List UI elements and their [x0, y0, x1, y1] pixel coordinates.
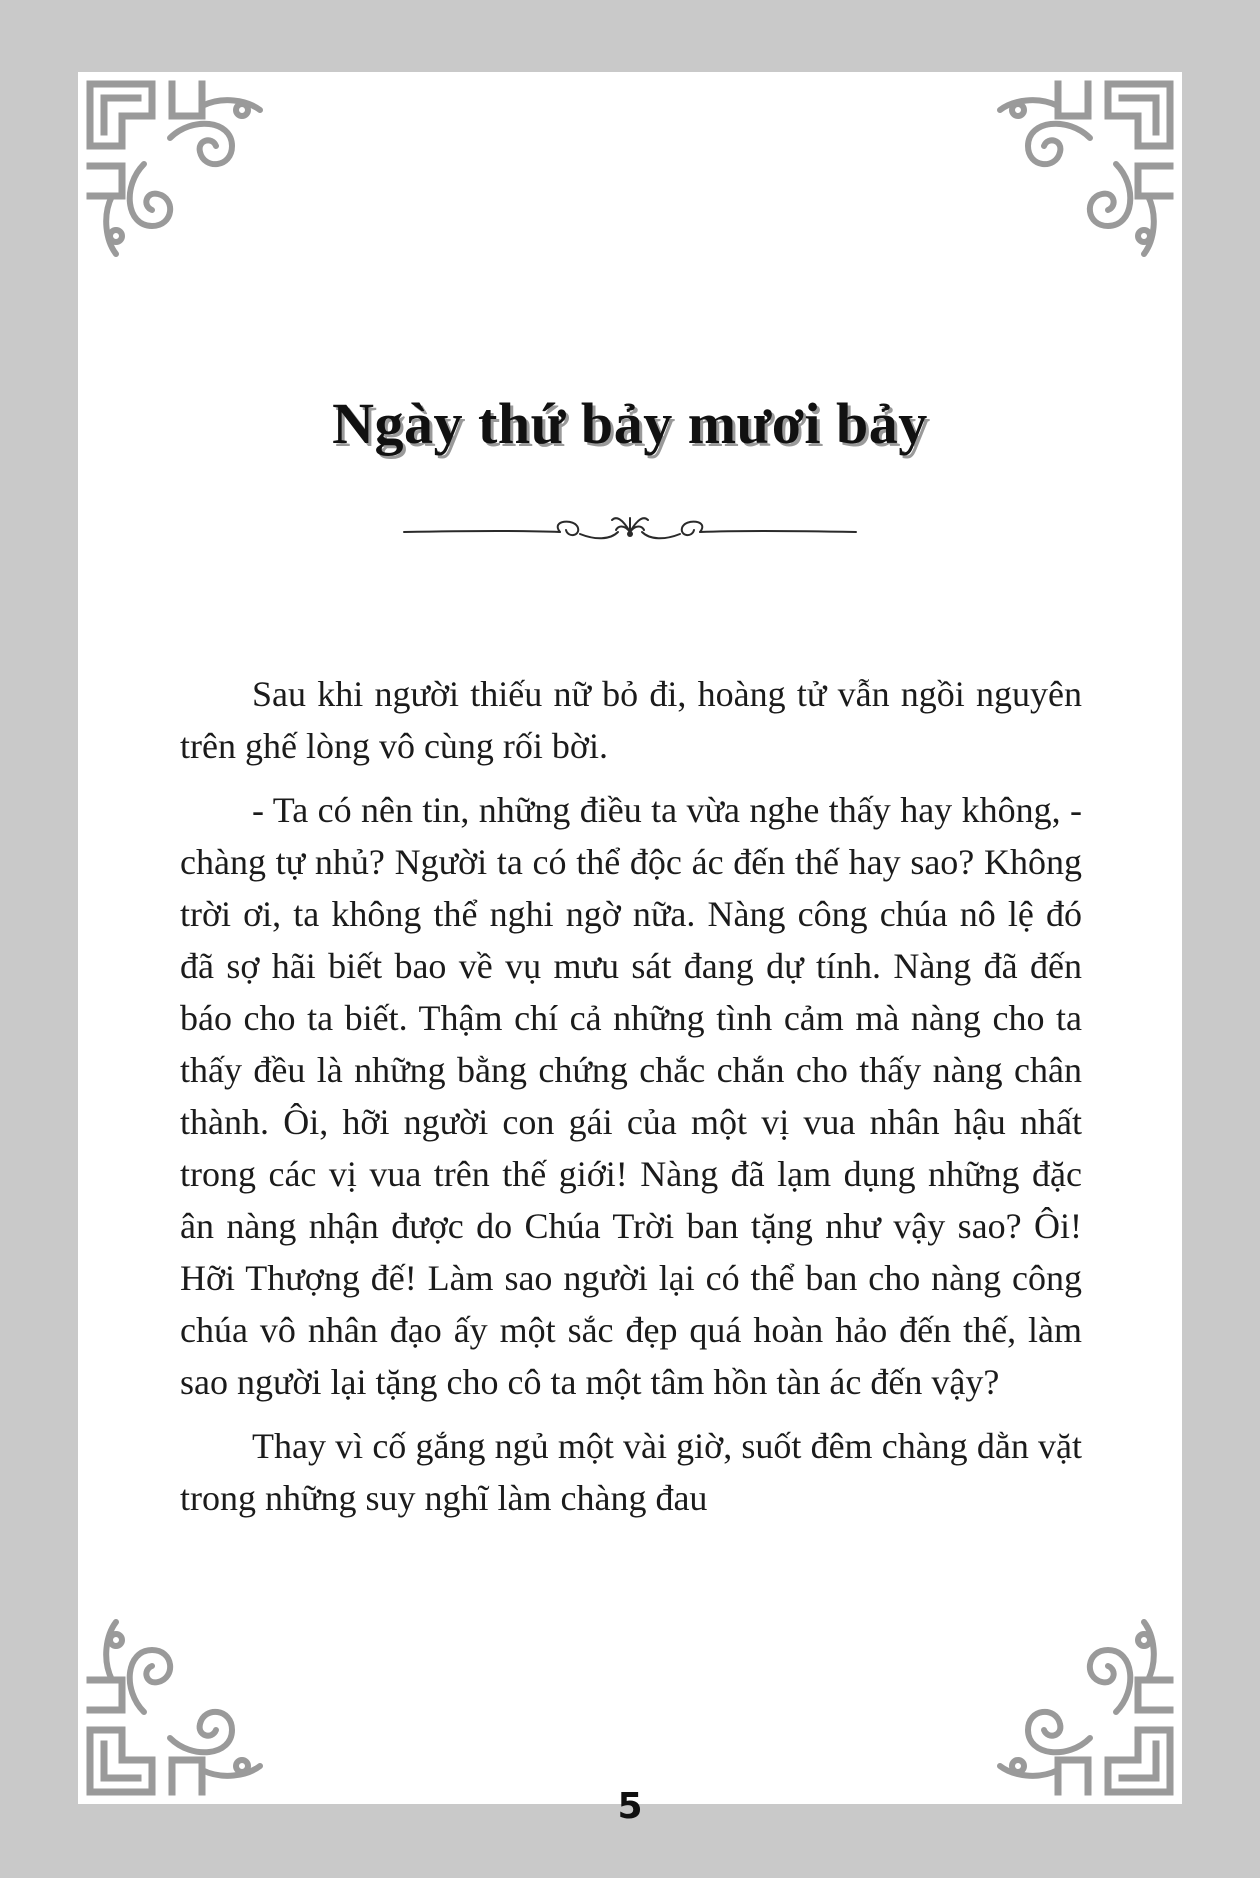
paragraph: Thay vì cố gắng ngủ một vài giờ, suốt đêm chàng dằn vặt trong những suy nghĩ làm chàng đau — [180, 1426, 1082, 1518]
corner-ornament-top-left-icon — [82, 76, 272, 266]
book-page — [78, 72, 1182, 1827]
corner-ornament-top-right-icon — [988, 76, 1178, 266]
chapter-title: Ngày thứ bảy mươi bảy — [332, 391, 928, 456]
chapter-body — [180, 668, 1082, 1536]
paragraph: Sau khi người thiếu nữ bỏ đi, hoàng tử vẫn ngồi nguyên trên ghế lòng vô cùng rối bời. — [180, 674, 1082, 766]
flourish-divider-icon — [400, 510, 860, 554]
corner-ornament-bottom-right-icon — [988, 1610, 1178, 1800]
corner-ornament-bottom-left-icon — [82, 1610, 272, 1800]
page-number: 5 — [617, 1786, 643, 1827]
paragraph: - Ta có nên tin, những điều ta vừa nghe thấy hay không, - chàng tự nhủ? Người ta có thể độc ác đến thế hay sao? Không trời ơi, ta không thể nghi ngờ nữa. Nàng công chúa nô lệ đó đã sợ hãi biết bao về vụ mưu sát đang dự tính. Nàng đã đến báo cho ta biết. Thậm chí cả những tình cảm mà nàng cho ta thấy đều là những bằng chứng chắc chắn cho thấy nàng chân thành. Ôi, hỡi người con gái của một vị vua nhân hậu nhất trong các vị vua trên thế giới! Nàng đã lạm dụng những đặc ân nàng nhận được do Chúa Trời ban tặng như vậy sao? Ôi! Hỡi Thượng đế! Làm sao người lại có thể ban cho nàng công chúa vô nhân đạo ấy một sắc đẹp quá hoàn hảo đến thế, làm sao người lại tặng cho cô ta một tâm hồn tàn ác đến vậy? — [180, 790, 1082, 1402]
